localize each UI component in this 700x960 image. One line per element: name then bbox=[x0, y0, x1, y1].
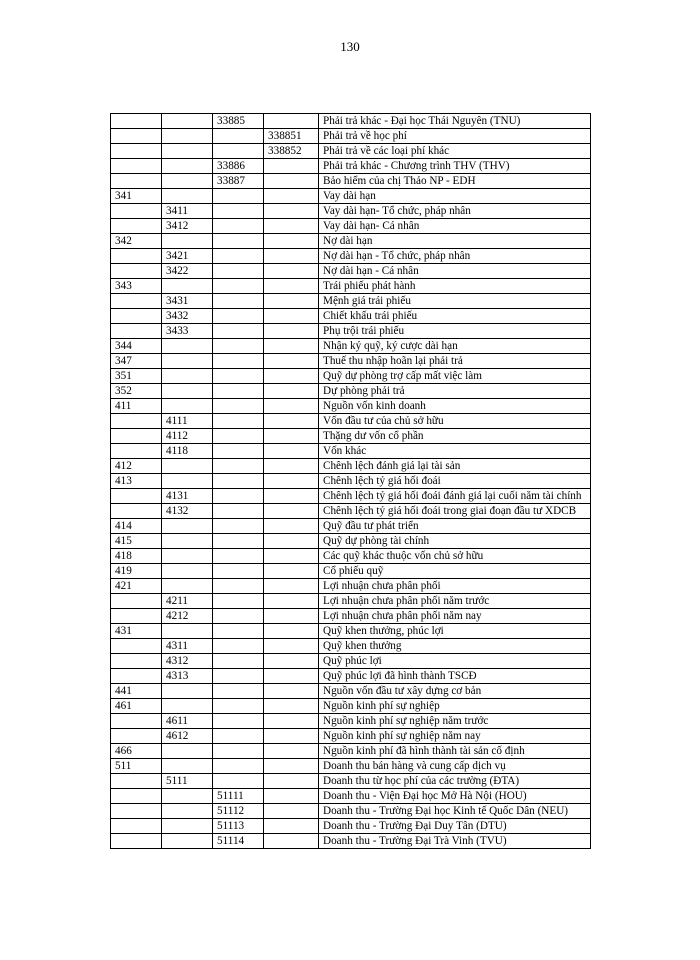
account-name-cell: Doanh thu - Trường Đại Duy Tân (DTU) bbox=[319, 819, 591, 834]
level2-code-cell: 4611 bbox=[162, 714, 213, 729]
account-name-cell: Quỹ đầu tư phát triển bbox=[319, 519, 591, 534]
table-row bbox=[111, 174, 591, 189]
table-body bbox=[111, 114, 591, 849]
level1-code-cell: 461 bbox=[111, 699, 162, 714]
level4-code-cell bbox=[264, 294, 319, 309]
level3-code-cell bbox=[213, 309, 264, 324]
level1-code-cell: 466 bbox=[111, 744, 162, 759]
level3-code-cell bbox=[213, 219, 264, 234]
level2-code-cell bbox=[162, 144, 213, 159]
level1-code-cell bbox=[111, 144, 162, 159]
account-name-cell: Quỹ phúc lợi đã hình thành TSCĐ bbox=[319, 669, 591, 684]
account-name-cell: Quỹ khen thưởng, phúc lợi bbox=[319, 624, 591, 639]
level3-code-cell: 51114 bbox=[213, 834, 264, 849]
account-name-cell: Các quỹ khác thuộc vốn chủ sở hữu bbox=[319, 549, 591, 564]
account-name-cell: Quỹ phúc lợi bbox=[319, 654, 591, 669]
level2-code-cell: 3421 bbox=[162, 249, 213, 264]
level3-code-cell bbox=[213, 489, 264, 504]
level1-code-cell: 441 bbox=[111, 684, 162, 699]
level2-code-cell bbox=[162, 369, 213, 384]
level3-code-cell bbox=[213, 474, 264, 489]
level1-code-cell bbox=[111, 774, 162, 789]
level3-code-cell bbox=[213, 624, 264, 639]
level4-code-cell bbox=[264, 234, 319, 249]
level4-code-cell bbox=[264, 594, 319, 609]
level3-code-cell bbox=[213, 774, 264, 789]
level1-code-cell bbox=[111, 114, 162, 129]
table-row bbox=[111, 549, 591, 564]
level1-code-cell: 418 bbox=[111, 549, 162, 564]
level2-code-cell: 4312 bbox=[162, 654, 213, 669]
level3-code-cell bbox=[213, 339, 264, 354]
level2-code-cell bbox=[162, 684, 213, 699]
account-name-cell: Doanh thu - Trường Đại học Kinh tế Quốc Dân (NEU) bbox=[319, 804, 591, 819]
level4-code-cell bbox=[264, 249, 319, 264]
table-row bbox=[111, 384, 591, 399]
level4-code-cell bbox=[264, 324, 319, 339]
level1-code-cell bbox=[111, 444, 162, 459]
level3-code-cell bbox=[213, 384, 264, 399]
level1-code-cell bbox=[111, 309, 162, 324]
level3-code-cell bbox=[213, 549, 264, 564]
level1-code-cell bbox=[111, 174, 162, 189]
level4-code-cell bbox=[264, 309, 319, 324]
level4-code-cell bbox=[264, 444, 319, 459]
account-name-cell: Mệnh giá trái phiếu bbox=[319, 294, 591, 309]
account-name-cell: Phải trả về học phí bbox=[319, 129, 591, 144]
level2-code-cell: 4612 bbox=[162, 729, 213, 744]
level1-code-cell bbox=[111, 639, 162, 654]
level2-code-cell bbox=[162, 819, 213, 834]
level1-code-cell bbox=[111, 654, 162, 669]
table-row bbox=[111, 249, 591, 264]
level3-code-cell bbox=[213, 459, 264, 474]
account-name-cell: Nguồn kinh phí sự nghiệp năm nay bbox=[319, 729, 591, 744]
table-row bbox=[111, 129, 591, 144]
table-row bbox=[111, 219, 591, 234]
level2-code-cell: 3431 bbox=[162, 294, 213, 309]
level3-code-cell bbox=[213, 444, 264, 459]
table-row bbox=[111, 564, 591, 579]
level1-code-cell bbox=[111, 489, 162, 504]
table-row bbox=[111, 819, 591, 834]
level3-code-cell bbox=[213, 429, 264, 444]
level3-code-cell bbox=[213, 414, 264, 429]
level3-code-cell bbox=[213, 744, 264, 759]
level1-code-cell bbox=[111, 594, 162, 609]
level2-code-cell bbox=[162, 564, 213, 579]
table-row bbox=[111, 474, 591, 489]
level3-code-cell bbox=[213, 594, 264, 609]
level1-code-cell bbox=[111, 804, 162, 819]
level4-code-cell bbox=[264, 729, 319, 744]
level4-code-cell bbox=[264, 189, 319, 204]
level4-code-cell bbox=[264, 354, 319, 369]
table-row bbox=[111, 804, 591, 819]
level3-code-cell bbox=[213, 564, 264, 579]
level3-code-cell bbox=[213, 234, 264, 249]
level2-code-cell: 4211 bbox=[162, 594, 213, 609]
level4-code-cell bbox=[264, 519, 319, 534]
level1-code-cell bbox=[111, 414, 162, 429]
level4-code-cell bbox=[264, 579, 319, 594]
level4-code-cell bbox=[264, 654, 319, 669]
table-row bbox=[111, 504, 591, 519]
table-row bbox=[111, 534, 591, 549]
level1-code-cell bbox=[111, 714, 162, 729]
level4-code-cell bbox=[264, 504, 319, 519]
account-name-cell: Doanh thu từ học phí của các trường (ĐTA) bbox=[319, 774, 591, 789]
table-row bbox=[111, 624, 591, 639]
level2-code-cell bbox=[162, 699, 213, 714]
level4-code-cell bbox=[264, 564, 319, 579]
level3-code-cell bbox=[213, 264, 264, 279]
table-row bbox=[111, 729, 591, 744]
level3-code-cell bbox=[213, 579, 264, 594]
level2-code-cell bbox=[162, 579, 213, 594]
level2-code-cell bbox=[162, 174, 213, 189]
table-row bbox=[111, 444, 591, 459]
table-row bbox=[111, 234, 591, 249]
level2-code-cell: 3433 bbox=[162, 324, 213, 339]
table-row bbox=[111, 114, 591, 129]
level1-code-cell: 412 bbox=[111, 459, 162, 474]
level3-code-cell bbox=[213, 204, 264, 219]
level2-code-cell bbox=[162, 549, 213, 564]
level1-code-cell: 341 bbox=[111, 189, 162, 204]
account-name-cell: Vay dài hạn bbox=[319, 189, 591, 204]
level4-code-cell bbox=[264, 549, 319, 564]
level4-code-cell bbox=[264, 474, 319, 489]
level3-code-cell: 51111 bbox=[213, 789, 264, 804]
level2-code-cell bbox=[162, 384, 213, 399]
level1-code-cell: 343 bbox=[111, 279, 162, 294]
level1-code-cell bbox=[111, 729, 162, 744]
level4-code-cell bbox=[264, 219, 319, 234]
table-row bbox=[111, 714, 591, 729]
account-name-cell: Nguồn vốn đầu tư xây dựng cơ bản bbox=[319, 684, 591, 699]
level2-code-cell: 4132 bbox=[162, 504, 213, 519]
account-name-cell: Lợi nhuận chưa phân phối năm nay bbox=[319, 609, 591, 624]
level4-code-cell bbox=[264, 174, 319, 189]
level1-code-cell: 511 bbox=[111, 759, 162, 774]
level2-code-cell bbox=[162, 519, 213, 534]
table-row bbox=[111, 204, 591, 219]
level1-code-cell: 344 bbox=[111, 339, 162, 354]
table-row bbox=[111, 669, 591, 684]
level3-code-cell bbox=[213, 654, 264, 669]
table-row bbox=[111, 369, 591, 384]
account-name-cell: Phải trả khác - Đại học Thái Nguyên (TNU) bbox=[319, 114, 591, 129]
level1-code-cell bbox=[111, 249, 162, 264]
level2-code-cell bbox=[162, 834, 213, 849]
level4-code-cell bbox=[264, 759, 319, 774]
table-row bbox=[111, 519, 591, 534]
account-name-cell: Nợ dài hạn - Tổ chức, pháp nhân bbox=[319, 249, 591, 264]
level3-code-cell bbox=[213, 684, 264, 699]
account-name-cell: Phụ trội trái phiếu bbox=[319, 324, 591, 339]
table-row bbox=[111, 264, 591, 279]
level2-code-cell bbox=[162, 339, 213, 354]
level4-code-cell bbox=[264, 684, 319, 699]
level3-code-cell bbox=[213, 669, 264, 684]
level2-code-cell: 3432 bbox=[162, 309, 213, 324]
level1-code-cell: 413 bbox=[111, 474, 162, 489]
account-name-cell: Nợ dài hạn - Cá nhân bbox=[319, 264, 591, 279]
level3-code-cell bbox=[213, 129, 264, 144]
level1-code-cell: 414 bbox=[111, 519, 162, 534]
level4-code-cell bbox=[264, 789, 319, 804]
account-name-cell: Phải trả về các loại phí khác bbox=[319, 144, 591, 159]
level1-code-cell bbox=[111, 219, 162, 234]
account-name-cell: Doanh thu - Trường Đại Trà Vinh (TVU) bbox=[319, 834, 591, 849]
level2-code-cell: 4118 bbox=[162, 444, 213, 459]
level4-code-cell bbox=[264, 714, 319, 729]
level1-code-cell: 415 bbox=[111, 534, 162, 549]
level4-code-cell bbox=[264, 804, 319, 819]
account-name-cell: Nguồn kinh phí sự nghiệp bbox=[319, 699, 591, 714]
account-name-cell: Quỹ dự phòng tài chính bbox=[319, 534, 591, 549]
level3-code-cell bbox=[213, 354, 264, 369]
level1-code-cell bbox=[111, 324, 162, 339]
level4-code-cell bbox=[264, 624, 319, 639]
table-row bbox=[111, 459, 591, 474]
level3-code-cell bbox=[213, 144, 264, 159]
level2-code-cell bbox=[162, 789, 213, 804]
level3-code-cell bbox=[213, 279, 264, 294]
level2-code-cell: 3412 bbox=[162, 219, 213, 234]
level1-code-cell: 347 bbox=[111, 354, 162, 369]
table-row bbox=[111, 654, 591, 669]
level1-code-cell: 342 bbox=[111, 234, 162, 249]
account-name-cell: Chiết khấu trái phiếu bbox=[319, 309, 591, 324]
account-name-cell: Cổ phiếu quỹ bbox=[319, 564, 591, 579]
level4-code-cell bbox=[264, 384, 319, 399]
level4-code-cell bbox=[264, 774, 319, 789]
account-name-cell: Vay dài hạn- Tổ chức, pháp nhân bbox=[319, 204, 591, 219]
table-row bbox=[111, 834, 591, 849]
account-name-cell: Chênh lệch tỷ giá hối đoái trong giai đoạn đầu tư XDCB bbox=[319, 504, 591, 519]
account-name-cell: Chênh lệch đánh giá lại tài sản bbox=[319, 459, 591, 474]
level3-code-cell bbox=[213, 519, 264, 534]
level3-code-cell bbox=[213, 639, 264, 654]
level1-code-cell: 421 bbox=[111, 579, 162, 594]
level4-code-cell bbox=[264, 669, 319, 684]
level4-code-cell bbox=[264, 609, 319, 624]
account-name-cell: Thặng dư vốn cổ phần bbox=[319, 429, 591, 444]
account-name-cell: Vay dài hạn- Cá nhân bbox=[319, 219, 591, 234]
table-row bbox=[111, 159, 591, 174]
level4-code-cell bbox=[264, 264, 319, 279]
level3-code-cell bbox=[213, 609, 264, 624]
account-name-cell: Vốn đầu tư của chủ sở hữu bbox=[319, 414, 591, 429]
account-name-cell: Quỹ khen thưởng bbox=[319, 639, 591, 654]
account-name-cell: Lợi nhuận chưa phân phối năm trước bbox=[319, 594, 591, 609]
level1-code-cell bbox=[111, 609, 162, 624]
level1-code-cell bbox=[111, 129, 162, 144]
level4-code-cell bbox=[264, 339, 319, 354]
table-row bbox=[111, 609, 591, 624]
table-row bbox=[111, 189, 591, 204]
account-name-cell: Quỹ dự phòng trợ cấp mất việc làm bbox=[319, 369, 591, 384]
level2-code-cell: 4212 bbox=[162, 609, 213, 624]
level2-code-cell bbox=[162, 159, 213, 174]
level2-code-cell bbox=[162, 189, 213, 204]
level2-code-cell bbox=[162, 804, 213, 819]
level2-code-cell: 4111 bbox=[162, 414, 213, 429]
level2-code-cell bbox=[162, 129, 213, 144]
level4-code-cell bbox=[264, 159, 319, 174]
account-name-cell: Bảo hiểm của chị Thảo NP - EDH bbox=[319, 174, 591, 189]
account-name-cell: Nguồn vốn kinh doanh bbox=[319, 399, 591, 414]
level3-code-cell bbox=[213, 699, 264, 714]
account-name-cell: Chênh lệch tỷ giá hối đoái bbox=[319, 474, 591, 489]
level2-code-cell bbox=[162, 234, 213, 249]
level2-code-cell: 4131 bbox=[162, 489, 213, 504]
level4-code-cell bbox=[264, 744, 319, 759]
level3-code-cell bbox=[213, 759, 264, 774]
level1-code-cell bbox=[111, 789, 162, 804]
level3-code-cell bbox=[213, 504, 264, 519]
level2-code-cell bbox=[162, 474, 213, 489]
account-name-cell: Doanh thu bán hàng và cung cấp dịch vụ bbox=[319, 759, 591, 774]
table-row bbox=[111, 294, 591, 309]
level4-code-cell bbox=[264, 834, 319, 849]
level1-code-cell: 431 bbox=[111, 624, 162, 639]
account-name-cell: Nguồn kinh phí đã hình thành tài sản cố định bbox=[319, 744, 591, 759]
level4-code-cell: 338851 bbox=[264, 129, 319, 144]
level3-code-cell bbox=[213, 534, 264, 549]
table-row bbox=[111, 279, 591, 294]
level4-code-cell bbox=[264, 114, 319, 129]
level4-code-cell bbox=[264, 534, 319, 549]
level1-code-cell bbox=[111, 204, 162, 219]
level4-code-cell: 338852 bbox=[264, 144, 319, 159]
level4-code-cell bbox=[264, 459, 319, 474]
table-row bbox=[111, 399, 591, 414]
level2-code-cell bbox=[162, 744, 213, 759]
level2-code-cell bbox=[162, 399, 213, 414]
level1-code-cell bbox=[111, 669, 162, 684]
level4-code-cell bbox=[264, 369, 319, 384]
level1-code-cell: 419 bbox=[111, 564, 162, 579]
table-row bbox=[111, 579, 591, 594]
level2-code-cell: 4313 bbox=[162, 669, 213, 684]
table-row bbox=[111, 759, 591, 774]
level1-code-cell: 352 bbox=[111, 384, 162, 399]
level3-code-cell: 33886 bbox=[213, 159, 264, 174]
level2-code-cell: 3422 bbox=[162, 264, 213, 279]
level4-code-cell bbox=[264, 429, 319, 444]
level2-code-cell: 5111 bbox=[162, 774, 213, 789]
level1-code-cell: 351 bbox=[111, 369, 162, 384]
table-row bbox=[111, 639, 591, 654]
level2-code-cell: 3411 bbox=[162, 204, 213, 219]
level1-code-cell bbox=[111, 504, 162, 519]
level1-code-cell bbox=[111, 264, 162, 279]
account-name-cell: Lợi nhuận chưa phân phối bbox=[319, 579, 591, 594]
level3-code-cell bbox=[213, 324, 264, 339]
table-row bbox=[111, 774, 591, 789]
level4-code-cell bbox=[264, 489, 319, 504]
level2-code-cell bbox=[162, 114, 213, 129]
level2-code-cell bbox=[162, 279, 213, 294]
account-name-cell: Doanh thu - Viện Đại học Mở Hà Nội (HOU) bbox=[319, 789, 591, 804]
level1-code-cell bbox=[111, 834, 162, 849]
level3-code-cell bbox=[213, 714, 264, 729]
table-row bbox=[111, 594, 591, 609]
account-name-cell: Thuế thu nhập hoãn lại phải trả bbox=[319, 354, 591, 369]
level4-code-cell bbox=[264, 204, 319, 219]
level3-code-cell: 51112 bbox=[213, 804, 264, 819]
table-row bbox=[111, 744, 591, 759]
account-name-cell: Nợ dài hạn bbox=[319, 234, 591, 249]
account-name-cell: Dự phòng phải trả bbox=[319, 384, 591, 399]
level4-code-cell bbox=[264, 399, 319, 414]
account-name-cell: Phải trả khác - Chương trình THV (THV) bbox=[319, 159, 591, 174]
level3-code-cell: 33887 bbox=[213, 174, 264, 189]
table-row bbox=[111, 684, 591, 699]
table-row bbox=[111, 324, 591, 339]
level2-code-cell bbox=[162, 624, 213, 639]
account-name-cell: Trái phiếu phát hành bbox=[319, 279, 591, 294]
table-row bbox=[111, 429, 591, 444]
level3-code-cell bbox=[213, 249, 264, 264]
level4-code-cell bbox=[264, 819, 319, 834]
level1-code-cell: 411 bbox=[111, 399, 162, 414]
account-name-cell: Nhận ký quỹ, ký cược dài hạn bbox=[319, 339, 591, 354]
account-name-cell: Nguồn kinh phí sự nghiệp năm trước bbox=[319, 714, 591, 729]
table-row bbox=[111, 789, 591, 804]
table-row bbox=[111, 339, 591, 354]
account-name-cell: Chênh lệch tỷ giá hối đoái đánh giá lại cuối năm tài chính bbox=[319, 489, 591, 504]
table-row bbox=[111, 309, 591, 324]
level1-code-cell bbox=[111, 294, 162, 309]
level2-code-cell: 4311 bbox=[162, 639, 213, 654]
table-row bbox=[111, 699, 591, 714]
level4-code-cell bbox=[264, 699, 319, 714]
level3-code-cell: 51113 bbox=[213, 819, 264, 834]
table-row bbox=[111, 354, 591, 369]
level1-code-cell bbox=[111, 159, 162, 174]
page-number: 130 bbox=[340, 39, 360, 54]
level2-code-cell bbox=[162, 534, 213, 549]
level2-code-cell bbox=[162, 354, 213, 369]
level4-code-cell bbox=[264, 279, 319, 294]
level4-code-cell bbox=[264, 639, 319, 654]
level1-code-cell bbox=[111, 819, 162, 834]
table-row bbox=[111, 489, 591, 504]
table-row bbox=[111, 414, 591, 429]
level4-code-cell bbox=[264, 414, 319, 429]
level3-code-cell bbox=[213, 369, 264, 384]
level2-code-cell: 4112 bbox=[162, 429, 213, 444]
level1-code-cell bbox=[111, 429, 162, 444]
level3-code-cell bbox=[213, 189, 264, 204]
chart-of-accounts-table bbox=[110, 113, 591, 849]
level3-code-cell: 33885 bbox=[213, 114, 264, 129]
level2-code-cell bbox=[162, 459, 213, 474]
table-row bbox=[111, 144, 591, 159]
account-name-cell: Vốn khác bbox=[319, 444, 591, 459]
level2-code-cell bbox=[162, 759, 213, 774]
level3-code-cell bbox=[213, 294, 264, 309]
level3-code-cell bbox=[213, 399, 264, 414]
level3-code-cell bbox=[213, 729, 264, 744]
